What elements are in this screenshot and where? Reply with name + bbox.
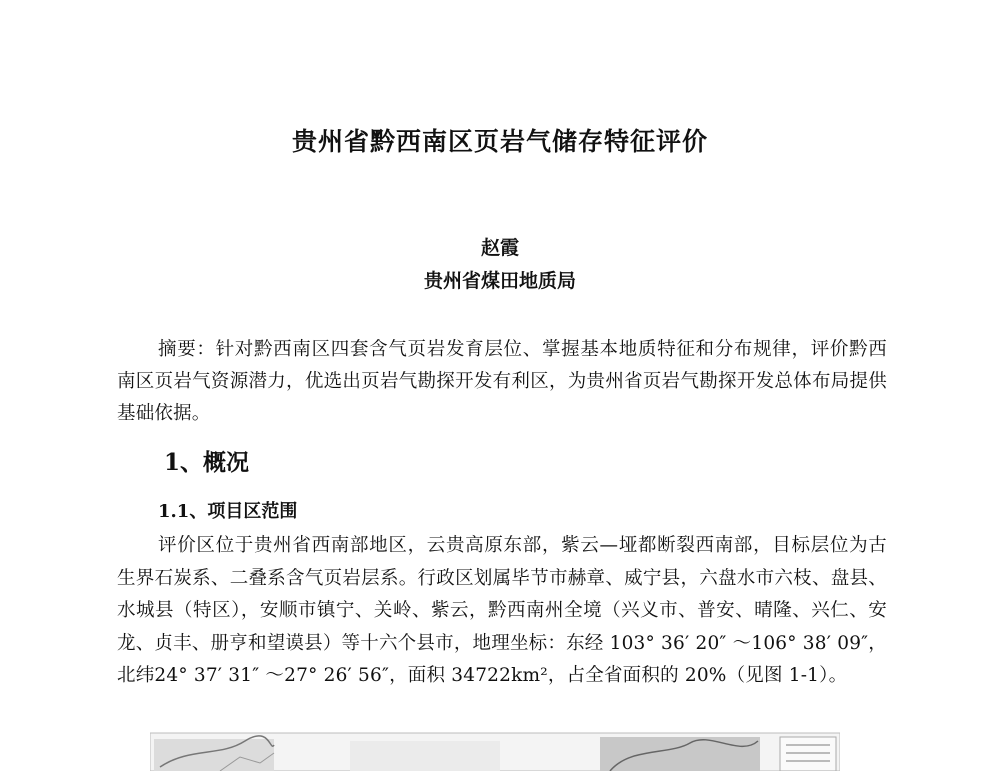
map-region [600,737,760,771]
section-heading: 1、概况 [164,449,250,476]
map-region [350,741,500,771]
subsection-heading: 1.1、项目区范围 [158,501,298,522]
abstract-label: 摘要： [158,339,216,360]
body-paragraph: 评价区位于贵州省西南部地区，云贵高原东部，紫云—垭都断裂西南部，目标层位为古生界石炭系、二叠系含气页岩层系。行政区划属毕节市赫章、威宁县，六盘水市六枝、盘县、水城县（特区），安顺市镇宁、关岭、紫云，黔西南州全境（兴义市、普安、晴隆、兴仁、安龙、贞丰、册亨和望谟县）等十六个县市，地理坐标：东经 103° 36′ 20″ ～106° 38′ 09″，北纬24° 37′ 31″ ～27° 26′ 56″，面积 34722km²，占全省面积的 20%（见图 1-1）。 [117,535,887,686]
abstract-paragraph [117,334,887,430]
map-figure-graphic [150,727,840,771]
map-region [154,739,274,771]
paper-title: 贵州省黔西南区页岩气储存特征评价 [291,127,708,156]
map-figure-partial [150,727,840,771]
author-name: 赵霞 [480,237,519,259]
abstract-text: 针对黔西南区四套含气页岩发育层位、掌握基本地质特征和分布规律，评价黔西南区页岩气资源潜力，优选出页岩气勘探开发有利区，为贵州省页岩气勘探开发总体布局提供基础依据。 [117,339,887,424]
author-affiliation: 贵州省煤田地质局 [423,270,576,292]
